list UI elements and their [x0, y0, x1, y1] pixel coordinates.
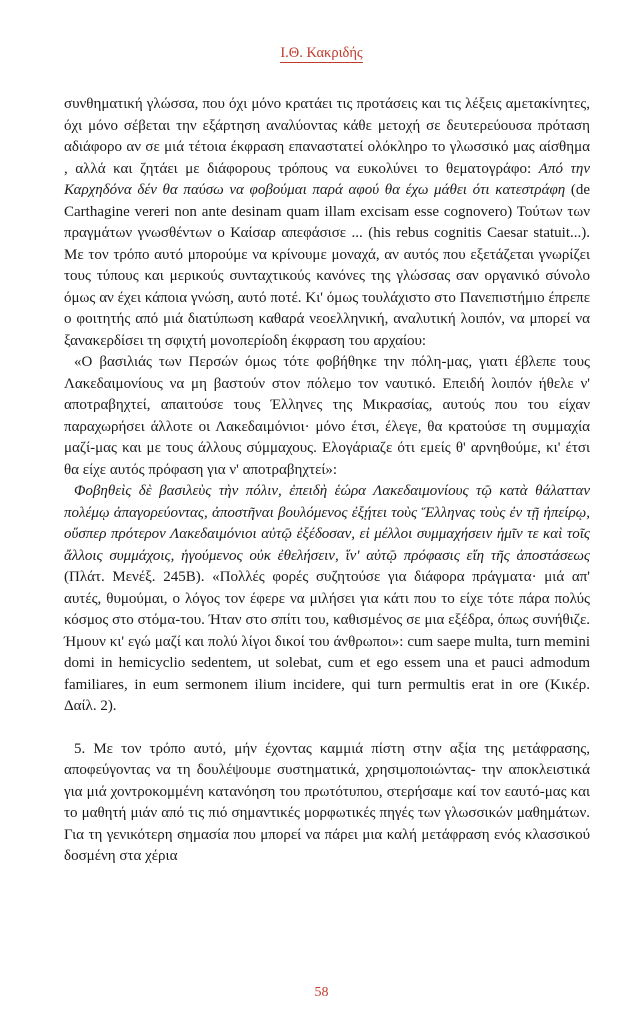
running-header — [0, 44, 643, 62]
text-segment: «Ο βασιλιάς των Περσών όμως τότε φοβήθηκε την πόλη-μας, γιατι έβλεπε τους Λακεδαιμονίους να μη βαστούν στον πόλεμο τον ναυτικό. Επειδή λοιπόν ήθελε ν' αποτραβηχτεί, απαιτούσε τους Έλληνες της Μικρασίας, αυτούς που του είχαν παραχωρήσει άλλοτε οι Λακεδαιμόνιοι· μόνο έτσι, έλεγε, θα κρατούσε τη συμμαχία μαζί-μας και με τους άλλους σύμμαχους. Ελογάριαζε ότι εμείς θ' αρνηθούμε, κι' έτσι θα είχε αυτός πρόφαση για ν' αποτραβηχτεί»: — [64, 354, 590, 478]
page-number: 58 — [314, 985, 329, 1000]
page-body-text — [64, 94, 590, 868]
text-segment: (Πλάτ. Μενέξ. 245Β). «Πολλές φορές συζητούσε για διάφορα πράγματα· μιά απ' αυτές, θυμούμαι, ο λόγος τον έφερε να μιλήσει για κάτι που το είχε τότε πάρα πολύς κόσμος στο στόμα-του. Ήταν στο σπίτι του, καθισμένος σε μια εξέδρα, όπως συνήθιζε. Ήμουν κι' εγώ μαζί και πολύ λίγοι δικοί του άνθρωποι»: cum saepe multa, turn memini domi in hemicyclio sedentem, ut solebat, cum et ego essem una et pauci admodum familiares, in eum sermonem ilium incidere, qui turn permultis erat in ore (Κικέρ. Δαίλ. 2). — [64, 569, 590, 714]
paragraph — [64, 739, 590, 868]
text-segment: 5. Με τον τρόπο αυτό, μήν έχοντας καμμιά πίστη στην αξία της μετάφρασης, αποφεύγοντας να τη δουλέψουμε συστηματικά, χρησιμοποιώντας- την αποκλειστικά για μιά χοντροκομμένη κατανόηση του πρωτότυπου, στερήσαμε καί τον εαυτό-μας και το μαθητή μιάν από τις πιό σημαντικές μορφωτικές πηγές των γλωσσικών μαθημάτων. Για τη γενικότερη σημασία που μπορεί να πάρει μια καλή μετάφραση ενός κλασσικού δοσμένη στα χέρια — [64, 740, 590, 864]
author-name: Ι.Θ. Κακριδής — [280, 45, 363, 61]
paragraph — [64, 481, 590, 718]
paragraph — [64, 352, 590, 481]
italic-text-segment: Από την Καρχηδόνα δέν θα παύσω να φοβούμαι παρά αφού θα έχω μάθει ότι κατεστράφη — [64, 160, 590, 198]
text-segment: (de Carthagine vereri non ante desinam quam illam excisam esse cognovero) Τούτων των πραγμάτων γνωσθέντων ο Καίσαρ απεφάσισε ... (his rebus cognitis Caesar statuit...). Με τον τρόπο αυτό μπορούμε να κρίνουμε μοναχά, αν αυτός που εξετάζεται γνωρίζει τους τύπους και μερικούς συνταχτικούς κανόνες της γλώσσας σαν οργανικό σύνολο όμως αν έχει κάποια γνώση, αυτό ποτέ. Κι' όμως τουλάχιστο στο Πανεπιστήμιο έπρεπε ο φοιτητής από μιά διατύπωση καθαρά νεοελληνική, αναλυτική λοιπόν, να μπορεί να ξανακερδίσει τη σφιχτή μονοπερίοδη έκφραση του αρχαίου: — [64, 182, 590, 349]
text-segment: συνθηματική γλώσσα, που όχι μόνο κρατάει τις προτάσεις και τις λέξεις αμετακίνητες, όχι μόνο σέβεται την εξάρτηση αναλύοντας κάθε μετοχή σε δευτερεύουσα πρόταση αδιάφορο αν σε μιά τέτοια έκφραση επαναστατεί ολόκληρο το γλωσσικό μας αίσθημα , αλλά και ζητάει με διάφορους τρόπους να ευκολύνει το θεματογράφο: — [64, 96, 590, 177]
italic-text-segment: Φοβηθεὶς δὲ βασιλεὺς τὴν πόλιν, ἐπειδὴ ἑώρα Λακεδαιμονίους τῷ κατὰ θάλατταν πολέμῳ ἀπαγορεύοντας, ἀποστῆναι βουλόμενος ἐξῄτει τοὺς Ἕλληνας τοὺς ἐν τῇ ἠπείρῳ, οὕσπερ πρότερον Λακεδαιμόνιοι αὐτῷ ἐξέδοσαν, εἰ μέλλοι συμμαχήσειν ἡμῖν τε καὶ τοῖς ἄλλοις συμμάχοις, ἡγούμενος οὐκ ἐθελήσειν, ἵν' αὐτῷ πρόφασις εἴη τῆς ἀποστάσεως — [64, 483, 590, 564]
paragraph — [64, 94, 590, 352]
